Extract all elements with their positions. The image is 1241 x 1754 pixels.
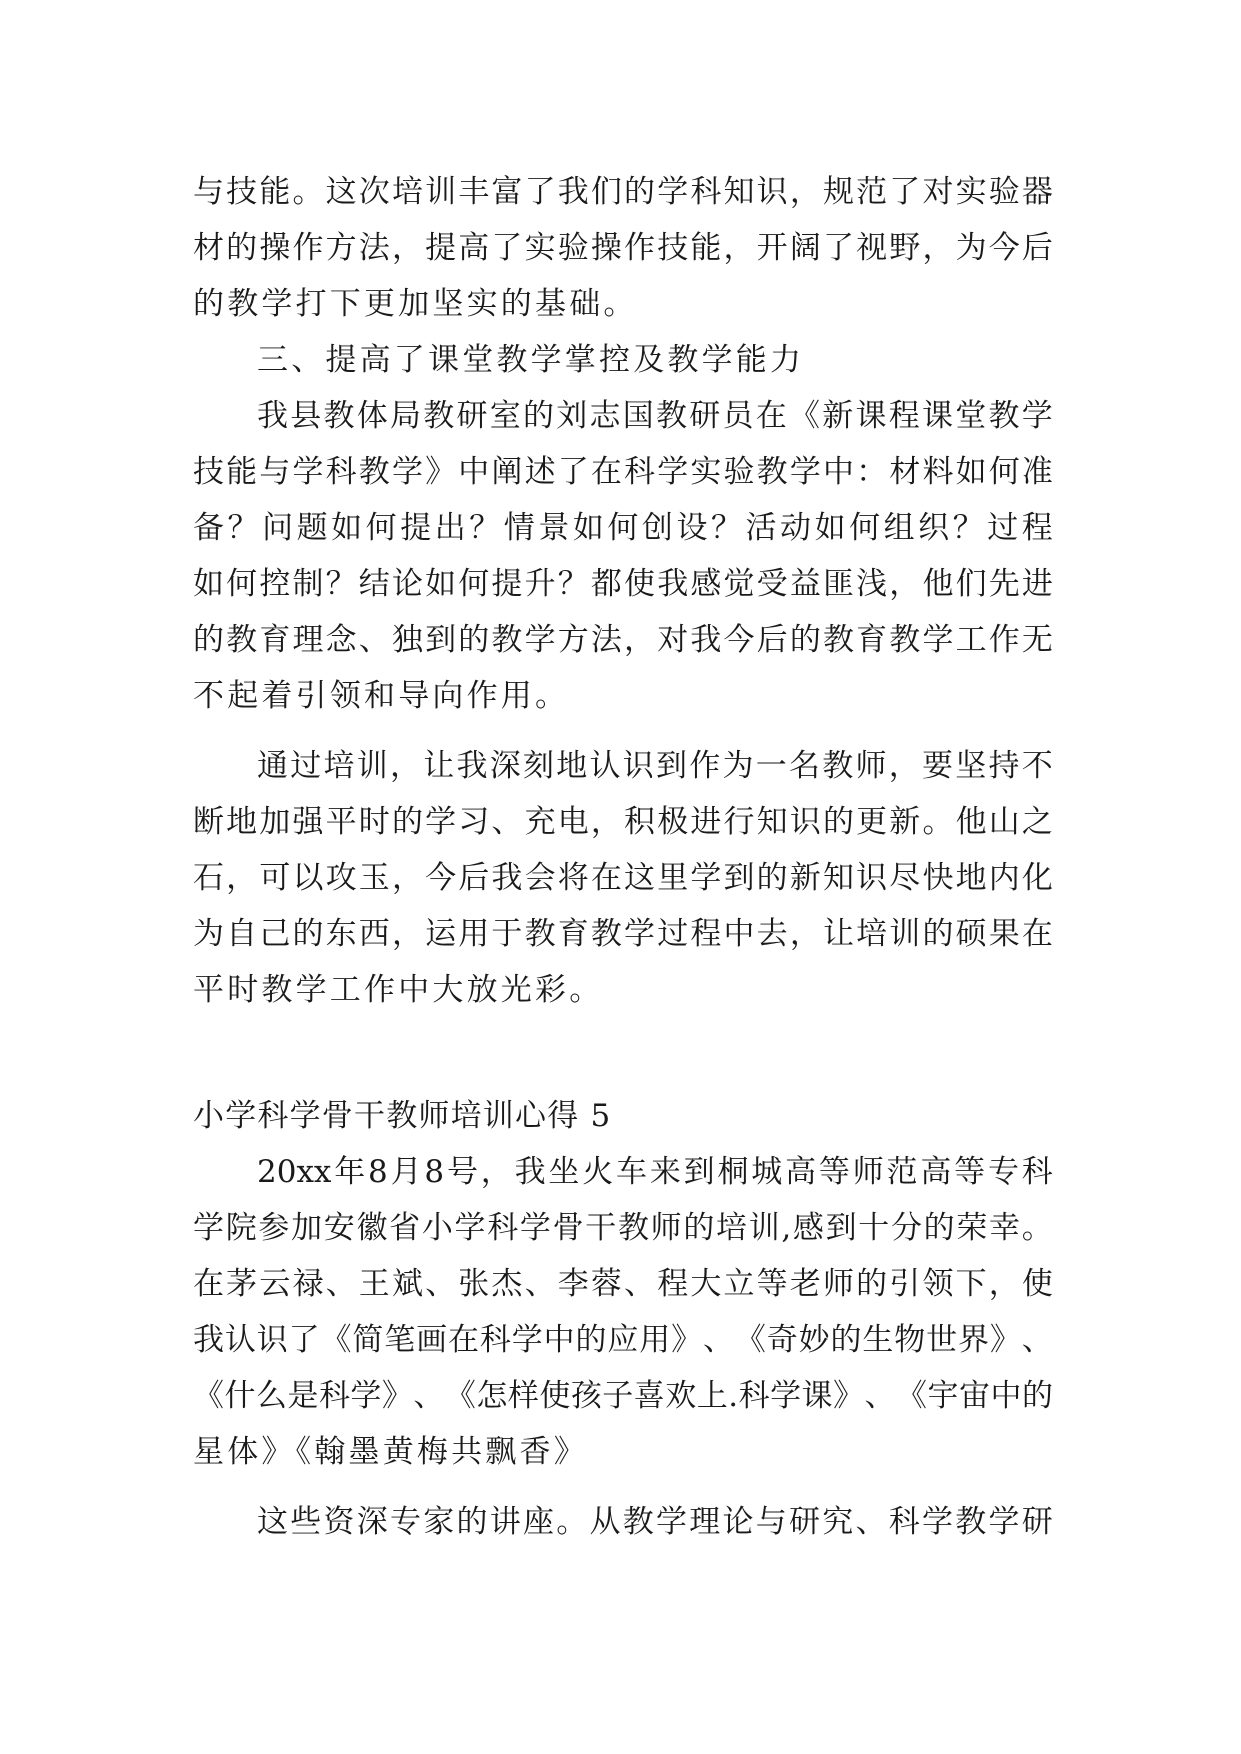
- body-text-line: 如 何 控 制 ？ 结 论 如 何 提 升 ？ 都 使 我 感 觉 受 益 匪 浅 ， 他 们 先 进: [193, 566, 1053, 602]
- body-text-line: 断 地 加 强 平 时 的 学 习 、 充 电 ， 积 极 进 行 知 识 的 更 新 。 他 山 之: [193, 804, 1053, 840]
- body-text-line: 《 什 么 是 科 学 》 、 《 怎 样 使 孩 子 喜 欢 上 . 科 学 课 》 、 《 宇 宙 中 的: [193, 1378, 1053, 1414]
- body-text-line: 与 技 能 。 这 次 培 训 丰 富 了 我 们 的 学 科 知 识 ， 规 范 了 对 实 验 器: [193, 174, 1053, 210]
- body-text-line: 平时教学工作中大放光彩。: [193, 972, 604, 1008]
- body-text-line: 通 过 培 训 ， 让 我 深 刻 地 认 识 到 作 为 一 名 教 师 ， 要 坚 持 不: [257, 748, 1053, 784]
- body-text-line: 为 自 己 的 东 西 ， 运 用 于 教 育 教 学 过 程 中 去 ， 让 培 训 的 硕 果 在: [193, 916, 1053, 952]
- body-text-line: 技 能 与 学 科 教 学 》 中 阐 述 了 在 科 学 实 验 教 学 中 ： 材 料 如 何 准: [193, 454, 1053, 490]
- body-text-line: 的 教 育 理 念 、 独 到 的 教 学 方 法 ， 对 我 今 后 的 教 育 教 学 工 作 无: [193, 622, 1053, 658]
- body-text-line: 石 ， 可 以 攻 玉 ， 今 后 我 会 将 在 这 里 学 到 的 新 知 识 尽 快 地 内 化: [193, 860, 1053, 896]
- body-text-line: 这 些 资 深 专 家 的 讲 座 。 从 教 学 理 论 与 研 究 、 科 学 教 学 研: [257, 1504, 1053, 1540]
- body-text-line: 备 ？ 问 题 如 何 提 出 ？ 情 景 如 何 创 设 ？ 活 动 如 何 组 织 ？ 过 程: [193, 510, 1053, 546]
- body-text-line: 材 的 操 作 方 法 ， 提 高 了 实 验 操 作 技 能 ， 开 阔 了 视 野 ， 为 今 后: [193, 230, 1053, 266]
- section-subheading: 三、提高了课堂教学掌控及教学能力: [257, 342, 805, 378]
- body-text-line: 的教学打下更加坚实的基础。: [193, 286, 638, 322]
- body-text-line: 在 茅 云 禄 、 王 斌 、 张 杰 、 李 蓉 、 程 大 立 等 老 师 的 引 领 下 ， 使: [193, 1266, 1053, 1302]
- body-text-line: 不起着引领和导向作用。: [193, 678, 570, 714]
- body-text-line: 我 县 教 体 局 教 研 室 的 刘 志 国 教 研 员 在 《 新 课 程 课 堂 教 学: [257, 398, 1053, 434]
- body-text-line: 星体》《翰墨黄梅共飘香》: [193, 1434, 588, 1470]
- body-text-line: 我 认 识 了 《 简 笔 画 在 科 学 中 的 应 用 》 、 《 奇 妙 的 生 物 世 界 》 、: [193, 1322, 1053, 1358]
- body-text-line: 20xx 年 8 月 8 号 ， 我 坐 火 车 来 到 桐 城 高 等 师 范 高 等 专 科: [257, 1154, 1053, 1190]
- body-text-line: 学 院 参 加 安 徽 省 小 学 科 学 骨 干 教 师 的 培 训 , 感 到 十 分 的 荣 幸 。: [193, 1210, 1053, 1246]
- article-title: 小学科学骨干教师培训心得 5: [193, 1098, 612, 1134]
